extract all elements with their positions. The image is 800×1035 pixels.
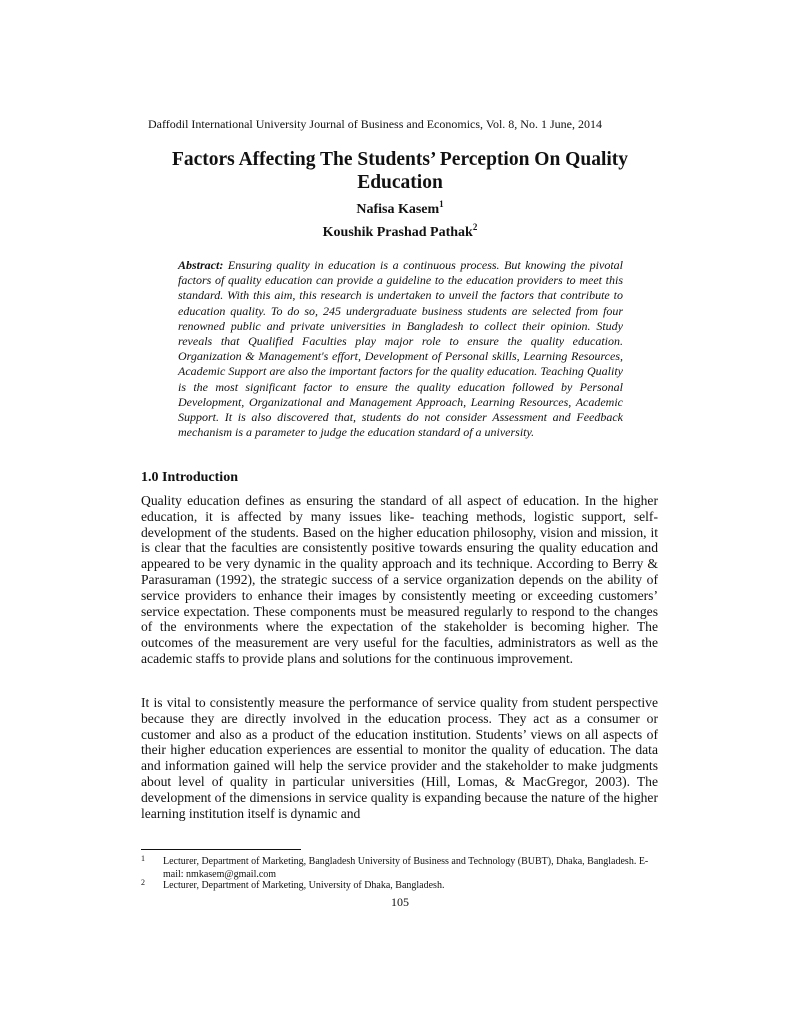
author-1 [140,199,660,218]
footnote-1 [141,856,658,881]
abstract-text: Ensuring quality in education is a continuous process. But knowing the pivotal factors of quality education can provide a guideline to the education providers to meet this standard. With this aim, this research is undertaken to unveil the factors that contribute to education quality. To do so, 245 undergraduate business students are selected from four renowned public and private universities in Bangladesh to collect their opinion. Study reveals that Qualified Faculties play major role to ensure the quality education. Organization & Management's effort, Development of Personal skills, Learning Resources, Academic Support are also the important factors for the quality education. Teaching Quality is the most significant factor to ensure the quality education followed by Personal Development, Organizational and Management Approach, Learning Resources, Academic Support. It is also discovered that, students do not consider Assessment and Feedback mechanism is a parameter to judge the education standard of a university. [178,258,624,440]
author-footnote-mark: 1 [439,199,444,209]
abstract-label: Abstract: [178,258,224,272]
author-name: Koushik Prashad Pathak [322,225,473,240]
footnote-divider [141,849,301,850]
footnote-mark: 1 [141,854,145,863]
paper-title: Factors Affecting The Students’ Perception On Quality Education [171,149,629,193]
section-heading: 1.0 Introduction [141,470,238,485]
body-paragraph-1: Quality education defines as ensuring the standard of all aspect of education. In the higher education, it is affected by many issues like- teaching methods, logistic support, self-development of the students. Based on the higher education philosophy, vision and mission, it is clear that the faculties are consistently positive towards ensuring the quality education and appeared to be very dynamic in the quality approach and its technique. According to Berry & Parasuraman (1992), the strategic success of a service organization depends on the ability of service providers to enhance their images by consistently meeting or exceeding customers’ service expectation. These components must be measured regularly to respond to the changes of the environments where the expectation of the stakeholder is becoming higher. The outcomes of the measurement are very useful for the faculties, administrators as well as the academic staffs to provide plans and solutions for the continuous improvement. [141,493,658,666]
footnote-text: Lecturer, Department of Marketing, Bangladesh University of Business and Technology (BUBT), Dhaka, Bangladesh. E-mail: nmkasem@gmail.com [163,856,649,880]
footnote-mark: 2 [141,878,145,887]
footnote-text: Lecturer, Department of Marketing, University of Dhaka, Bangladesh. [163,880,445,891]
author-2 [140,222,660,241]
page-number: 105 [391,895,409,909]
journal-header: Daffodil International University Journal of Business and Economics, Vol. 8, No. 1 June, 2014 [148,117,602,131]
footnote-2 [141,880,658,893]
author-name: Nafisa Kasem [356,202,440,217]
body-paragraph-2: It is vital to consistently measure the performance of service quality from student perspective because they are directly involved in the education process. They act as a consumer or customer and also as a product of the education institution. Students’ views on all aspects of their higher education experiences are essential to monitor the quality of education. The data and information gained will help the service provider and the stakeholder to make judgments about level of quality in particular universities (Hill, Lomas, & MacGregor, 2003). The development of the dimensions in service quality is expanding because the nature of the higher learning institution itself is dynamic and [141,695,658,821]
abstract [178,258,623,440]
author-footnote-mark: 2 [472,222,478,232]
